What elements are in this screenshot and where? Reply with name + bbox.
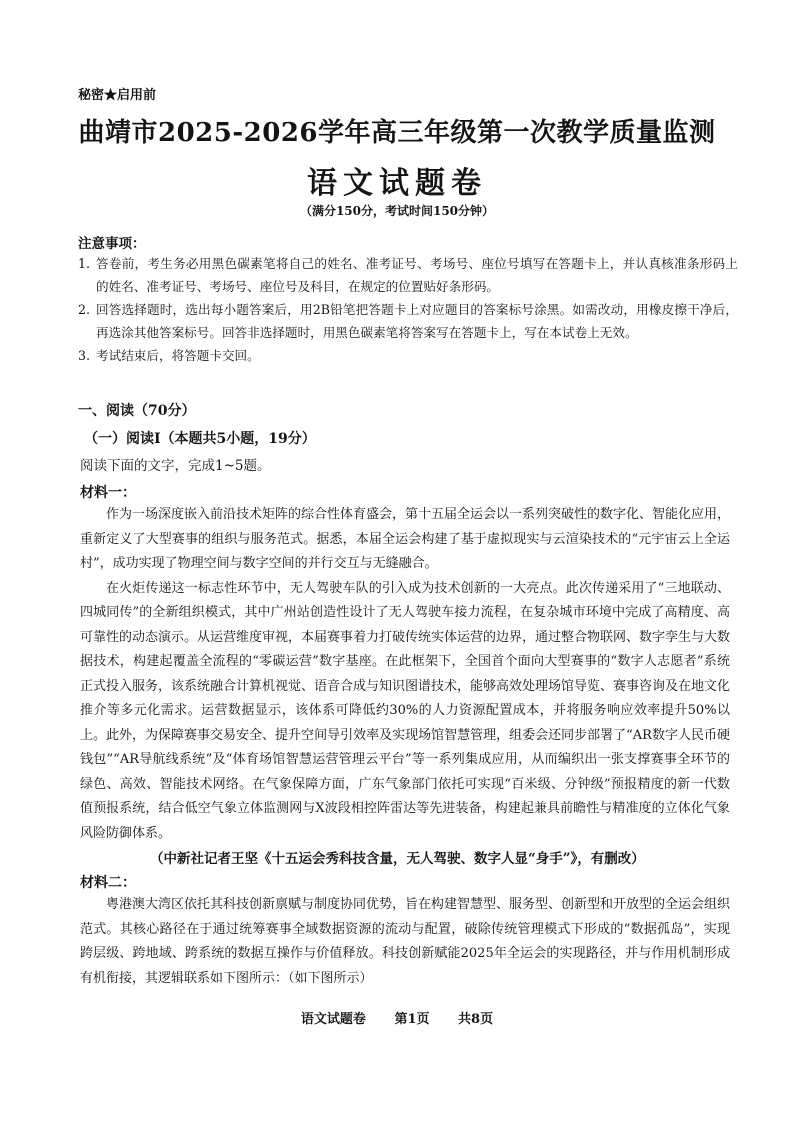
footer-paper-name: 语文试题卷	[300, 1012, 366, 1027]
notice-item-number: 2.	[78, 302, 91, 317]
reading-instruction: 阅读下面的文字，完成1~5题。	[80, 458, 271, 474]
material-2-label: 材料二：	[80, 875, 136, 891]
notice-item-text: 回答选择题时，选出每小题答案后，用2B铅笔把答题卡上对应题目的答案标号涂黑。如需改动，用橡皮擦干净后，再选涂其他答案标号。回答非选择题时，用黑色碳素笔将答案写在答题卡上，写在本试卷上无效。	[96, 302, 738, 340]
paper-title: 语文试题卷	[307, 166, 487, 201]
material-1-paragraph: 作为一场深度嵌入前沿技术矩阵的综合性体育盛会，第十五届全运会以一系列突破性的数字化、智能化应用，重新定义了大型赛事的组织与服务范式。据悉，本届全运会构建了基于虚拟现实与云渲染技术的“元宇宙云上全运村”，成功实现了物理空间与数字空间的并行交互与无缝融合。	[80, 507, 731, 571]
material-2-paragraph: 粤港澳大湾区依托其科技创新禀赋与制度协同优势，旨在构建智慧型、服务型、创新型和开放型的全运会组织范式。其核心路径在于通过统筹赛事全域数据资源的流动与配置，破除传统管理模式下形成的“数据孤岛”，实现跨层级、跨地域、跨系统的数据互操作与价值释放。科技创新赋能2025年全运会的实现路径，并与作用机制形成有机衔接，其逻辑联系如下图所示：（如下图所示）	[80, 897, 731, 986]
notice-heading: 注意事项：	[78, 236, 146, 252]
notice-item-number: 3.	[78, 348, 91, 363]
page-footer	[0, 1008, 794, 1027]
secret-mark: 秘密★启用前	[78, 88, 157, 103]
score-info: （满分150分，考试时间150分钟）	[299, 204, 495, 218]
material-1-paragraph: 在火炬传递这一标志性环节中，无人驾驶车队的引入成为技术创新的一大亮点。此次传递采用了“三地联动、四城同传”的全新组织模式，其中广州站创造性设计了无人驾驶车接力流程，在复杂城市环境中完成了高精度、高可靠性的动态演示。从运营维度审视，本届赛事着力打破传统实体运营的边界，通过整合物联网、数字孪生与大数据技术，构建起覆盖全流程的“零碳运营”数字基座。在此框架下，全国首个面向大型赛事的“数字人志愿者”系统正式投入服务，该系统融合计算机视觉、语音合成与知识图谱技术，能够高效处理场馆导览、赛事咨询及在地文化推介等多元化需求。运营数据显示，该体系可降低约30%的人力资源配置成本，并将服务响应效率提升50%以上。此外，为保障赛事交易安全、提升空间导引效率及实现场馆智慧管理，组委会还同步部署了“AR数字人民币硬钱包”“AR导航线系统”及“体育场馆智慧运营管理云平台”等一系列集成应用，从而编织出一张支撑赛事全环节的绿色、高效、智能技术网络。在气象保障方面，广东气象部门依托可实现“百米级、分钟级”预报精度的新一代数值预报系统，结合低空气象立体监测网与X波段相控阵雷达等先进装备，构建起兼具前瞻性与精准度的立体化气象风险防御体系。	[80, 580, 731, 841]
material-1-source: （中新社记者王坚《十五运会秀科技含量，无人驾驶、数字人显“身手”》，有删改）	[150, 851, 645, 867]
notice-item-number: 1.	[78, 256, 91, 271]
footer-page-number: 第1页	[394, 1012, 430, 1027]
notice-item	[78, 298, 738, 344]
notice-item-text: 答卷前，考生务必用黑色碳素笔将自己的姓名、准考证号、考场号、座位号填写在答题卡上，并认真核准条形码上的姓名、准考证号、考场号、座位号及科目，在规定的位置贴好条形码。	[96, 256, 738, 294]
material-1-body	[80, 503, 730, 846]
notice-item	[78, 344, 738, 367]
footer-total-pages: 共8页	[458, 1012, 494, 1027]
material-2-body	[80, 893, 730, 991]
exam-title: 曲靖市2025-2026学年高三年级第一次教学质量监测	[78, 118, 716, 148]
section-heading: 一、阅读（70分）	[78, 403, 196, 419]
notice-list	[78, 252, 738, 367]
notice-item-text: 考试结束后，将答题卡交回。	[96, 348, 260, 363]
subsection-heading: （一）阅读Ⅰ（本题共5小题，19分）	[84, 431, 316, 447]
notice-item	[78, 252, 738, 298]
material-1-label: 材料一：	[80, 485, 136, 501]
